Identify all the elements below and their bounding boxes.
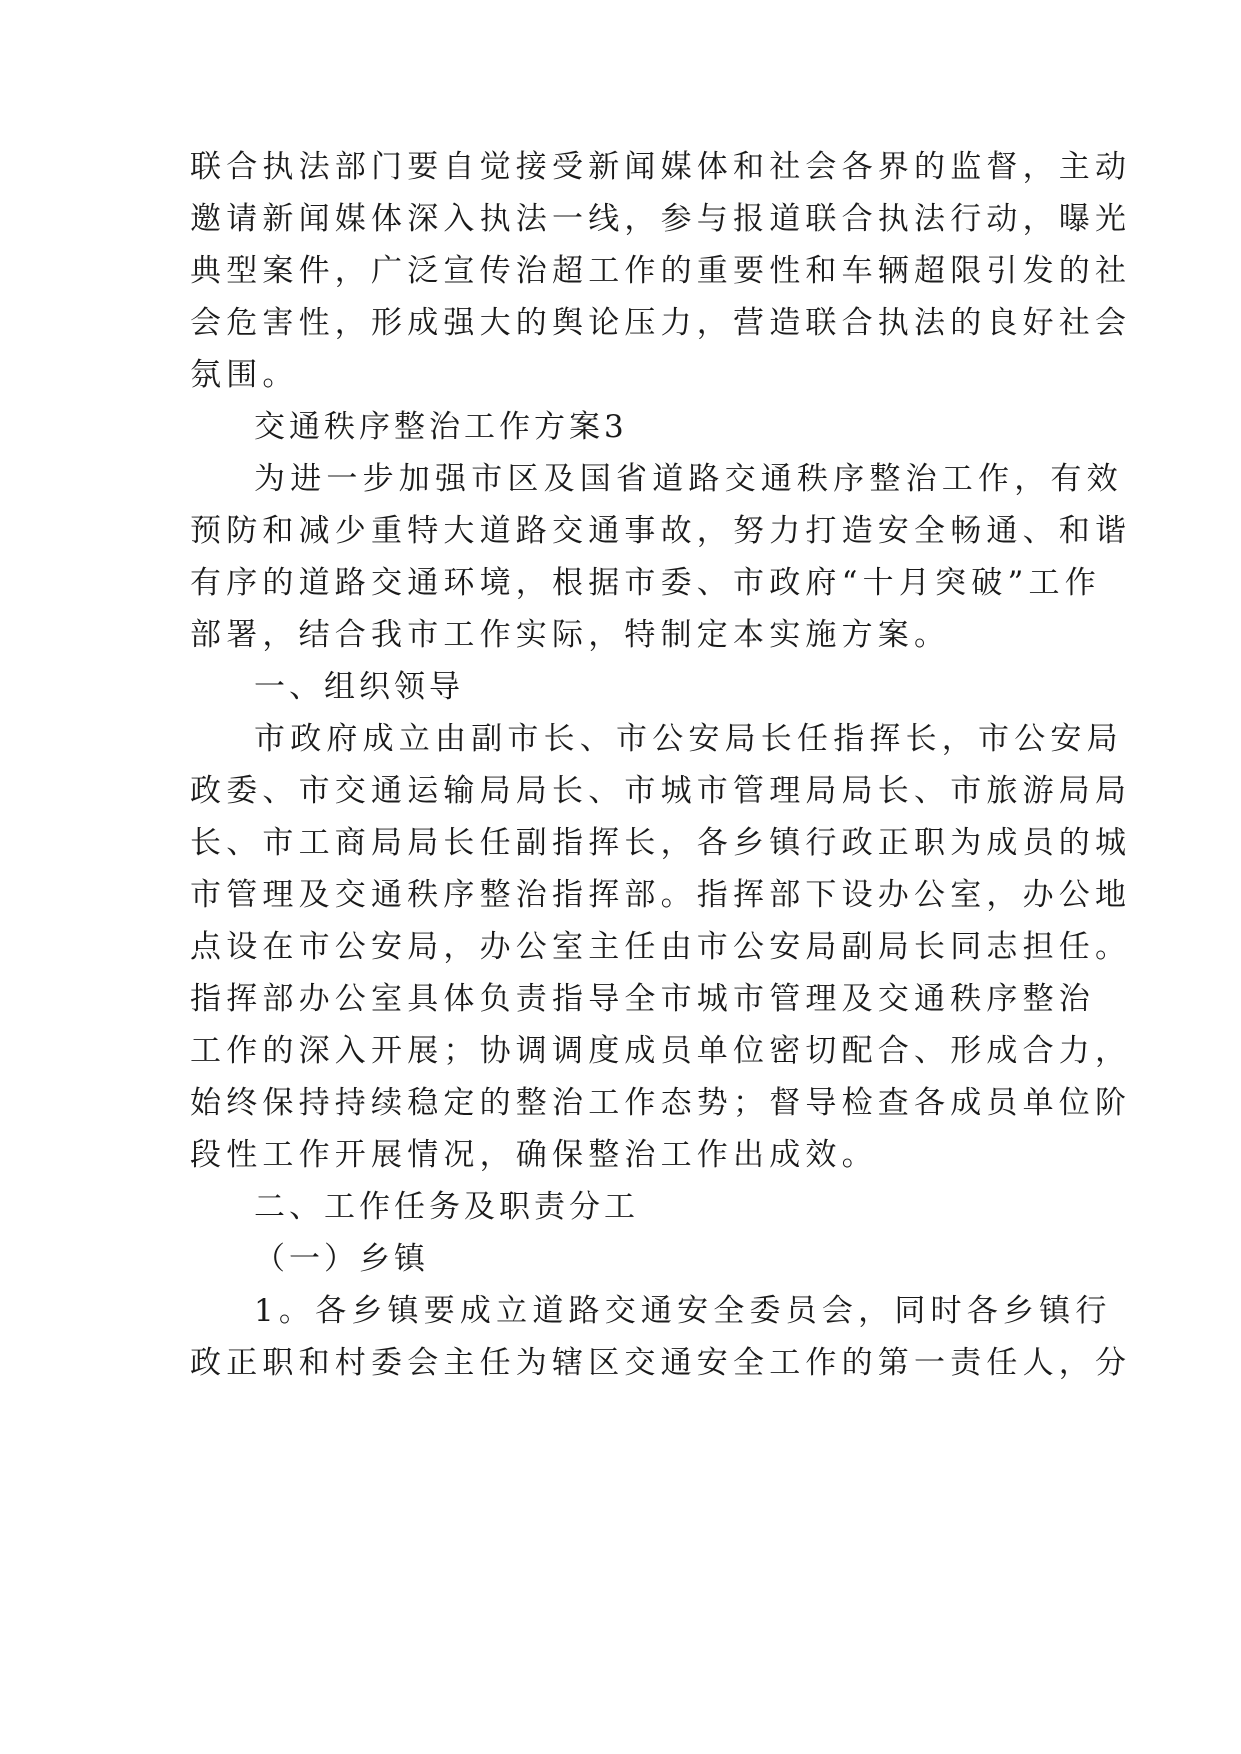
paragraph-line: 市管理及交通秩序整治指挥部。指挥部下设办公室，办公地 bbox=[190, 877, 1132, 913]
paragraph-line: 会危害性，形成强大的舆论压力，营造联合执法的良好社会 bbox=[190, 305, 1132, 341]
paragraph-line: 政委、市交通运输局局长、市城市管理局局长、市旅游局局 bbox=[190, 773, 1132, 809]
paragraph-line: 预防和减少重特大道路交通事故，努力打造安全畅通、和谐 bbox=[190, 513, 1132, 549]
paragraph-line: 联合执法部门要自觉接受新闻媒体和社会各界的监督，主动 bbox=[190, 149, 1132, 185]
paragraph-line: 政正职和村委会主任为辖区交通安全工作的第一责任人，分 bbox=[190, 1345, 1132, 1381]
paragraph-line: 氛围。 bbox=[190, 357, 299, 393]
paragraph-line: 有序的道路交通环境，根据市委、市政府“十月突破”工作 bbox=[190, 565, 1101, 601]
subsection-heading: （一）乡镇 bbox=[254, 1241, 429, 1277]
paragraph-line: 为进一步加强市区及国省道路交通秩序整治工作，有效 bbox=[254, 461, 1123, 497]
paragraph-line: 点设在市公安局，办公室主任由市公安局副局长同志担任。 bbox=[190, 929, 1132, 965]
paragraph-line: 邀请新闻媒体深入执法一线，参与报道联合执法行动，曝光 bbox=[190, 201, 1132, 237]
section-heading: 一、组织领导 bbox=[254, 669, 464, 705]
paragraph-line: 长、市工商局局长任副指挥长，各乡镇行政正职为成员的城 bbox=[190, 825, 1132, 861]
paragraph-line: 段性工作开展情况，确保整治工作出成效。 bbox=[190, 1137, 878, 1173]
paragraph-line: 始终保持持续稳定的整治工作态势；督导检查各成员单位阶 bbox=[190, 1085, 1132, 1121]
paragraph-line: 部署，结合我市工作实际，特制定本实施方案。 bbox=[190, 617, 951, 653]
paragraph-line: 1。各乡镇要成立道路交通安全委员会，同时各乡镇行 bbox=[254, 1293, 1112, 1329]
paragraph-line: 指挥部办公室具体负责指导全市城市管理及交通秩序整治 bbox=[190, 981, 1095, 1017]
paragraph-line: 工作的深入开展；协调调度成员单位密切配合、形成合力， bbox=[190, 1033, 1132, 1069]
section-title: 交通秩序整治工作方案3 bbox=[254, 409, 628, 445]
section-heading: 二、工作任务及职责分工 bbox=[254, 1189, 639, 1225]
paragraph-line: 市政府成立由副市长、市公安局长任指挥长，市公安局 bbox=[254, 721, 1123, 757]
paragraph-line: 典型案件，广泛宣传治超工作的重要性和车辆超限引发的社 bbox=[190, 253, 1132, 289]
